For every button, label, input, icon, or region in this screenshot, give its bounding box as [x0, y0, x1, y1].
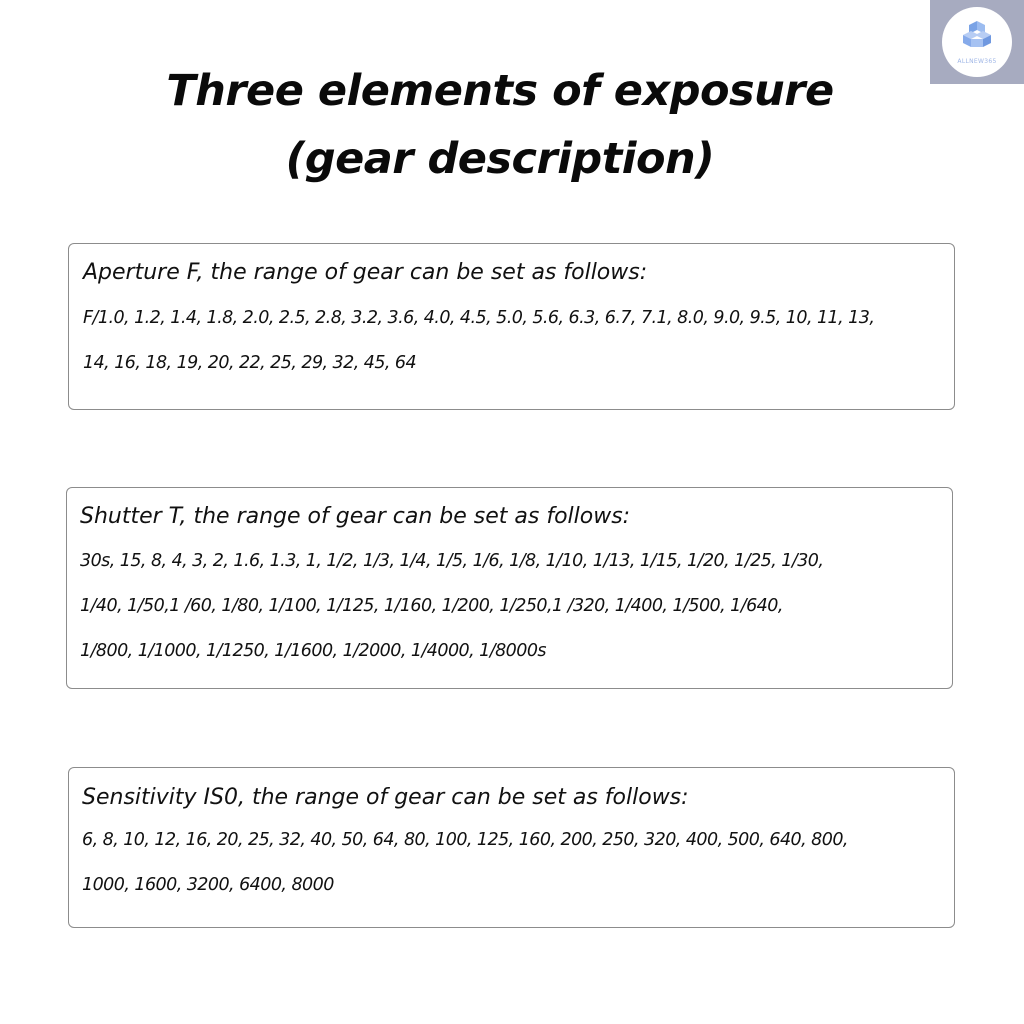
shutter-values-line: 1/800, 1/1000, 1/1250, 1/1600, 1/2000, 1/4000, 1/8000s	[80, 641, 547, 661]
logo-text: ALLNEW365	[957, 58, 997, 65]
aperture-heading: Aperture F, the range of gear can be set as follows:	[83, 260, 648, 285]
page-title-line-1: Three elements of exposure	[166, 66, 834, 116]
aperture-values-line: F/1.0, 1.2, 1.4, 1.8, 2.0, 2.5, 2.8, 3.2, 3.6, 4.0, 4.5, 5.0, 5.6, 6.3, 6.7, 7.1, 8.0, 9.0, 9.5, 10, 11, 13,	[83, 308, 875, 328]
iso-values-line: 1000, 1600, 3200, 6400, 8000	[82, 875, 334, 895]
shutter-values	[80, 551, 823, 686]
shutter-values-line: 1/40, 1/50,1 /60, 1/80, 1/100, 1/125, 1/160, 1/200, 1/250,1 /320, 1/400, 1/500, 1/640,	[80, 596, 783, 616]
aperture-values-line: 14, 16, 18, 19, 20, 22, 25, 29, 32, 45, 64	[83, 353, 417, 373]
aperture-values	[83, 308, 874, 398]
shutter-values-line: 30s, 15, 8, 4, 3, 2, 1.6, 1.3, 1, 1/2, 1/3, 1/4, 1/5, 1/6, 1/8, 1/10, 1/13, 1/15, 1/20, 1/25, 1/30,	[80, 551, 824, 571]
iso-values	[82, 830, 848, 920]
shutter-heading: Shutter T, the range of gear can be set as follows:	[80, 504, 631, 529]
iso-panel	[68, 767, 955, 928]
page-title-line-2: (gear description)	[285, 134, 715, 184]
iso-heading: Sensitivity IS0, the range of gear can be set as follows:	[82, 785, 689, 810]
shutter-panel	[66, 487, 953, 689]
aperture-panel	[68, 243, 955, 410]
cube-logo-icon	[959, 19, 995, 49]
iso-values-line: 6, 8, 10, 12, 16, 20, 25, 32, 40, 50, 64, 80, 100, 125, 160, 200, 250, 320, 400, 500, 640, 800,	[82, 830, 848, 850]
